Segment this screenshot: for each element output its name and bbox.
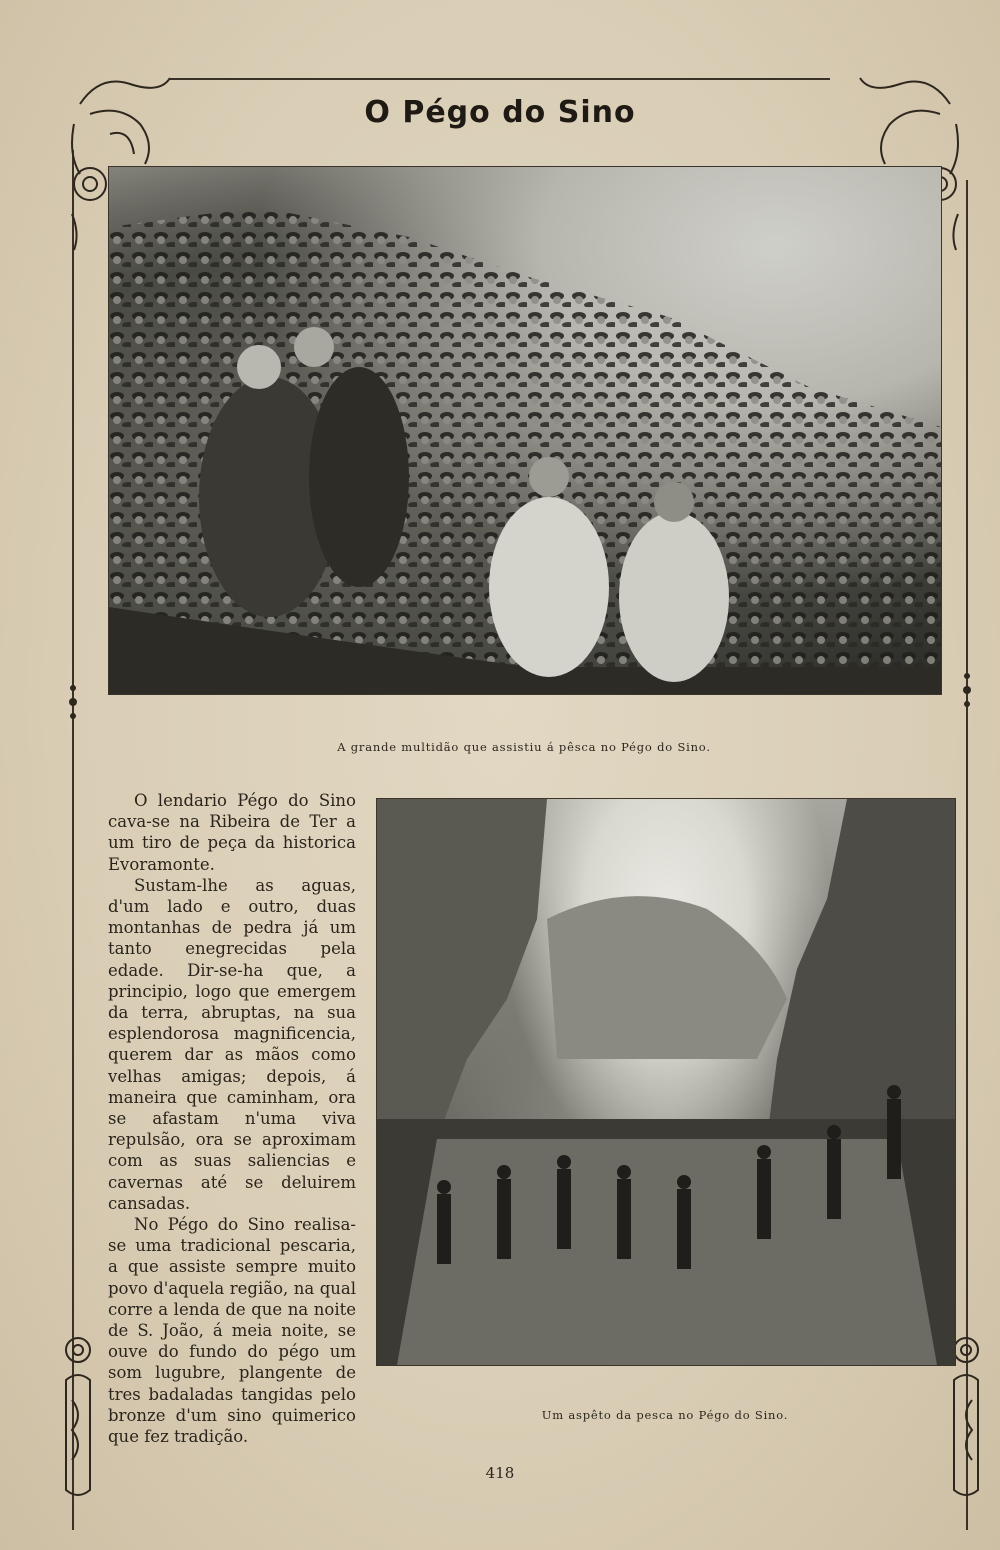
fishing-photo-illustration bbox=[377, 799, 955, 1365]
bottom-photo-caption: Um aspêto da pesca no Pégo do Sino. bbox=[541, 1408, 789, 1422]
crowd-photo bbox=[108, 166, 942, 695]
paragraph-1: O lendario Pégo do Sino cava-se na Ribeira de Ter a um tiro de peça da historica Evoramonte. bbox=[108, 791, 356, 874]
article-title: O Pégo do Sino bbox=[364, 95, 636, 130]
fishing-photo bbox=[376, 798, 956, 1366]
article-body bbox=[108, 790, 356, 1447]
paragraph-3: No Pégo do Sino realisa-se uma tradicional pescaria, a que assiste sempre muito povo d'aquela região, na qual corre a lenda de que na noite de S. João, á meia noite, se ouve do fundo do pégo um som lugubre, plangente de tres badaladas tangidas pelo bronze d'um sino quimerico que fez tradição. bbox=[108, 1215, 356, 1447]
frame-top-rule bbox=[170, 78, 830, 80]
right-side-ornament bbox=[958, 670, 976, 710]
crowd-photo-illustration bbox=[109, 167, 941, 694]
page-number: 418 bbox=[485, 1464, 515, 1482]
paragraph-2: Sustam-lhe as aguas, d'um lado e outro, duas montanhas de pedra já um tanto enegrecidas pela edade. Dir-se-ha que, a principio, logo que emergem da terra, abruptas, na sua esplendorosa magnificencia, querem dar as mãos como velhas amigas; depois, á maneira que caminham, ora se afastam n'uma viva repulsão, ora se aproximam com as suas saliencias e cavernas até se deluirem cansadas. bbox=[108, 875, 356, 1213]
left-side-ornament bbox=[64, 682, 82, 722]
top-photo-caption: A grande multidão que assistiu á pêsca no Pégo do Sino. bbox=[337, 740, 711, 754]
